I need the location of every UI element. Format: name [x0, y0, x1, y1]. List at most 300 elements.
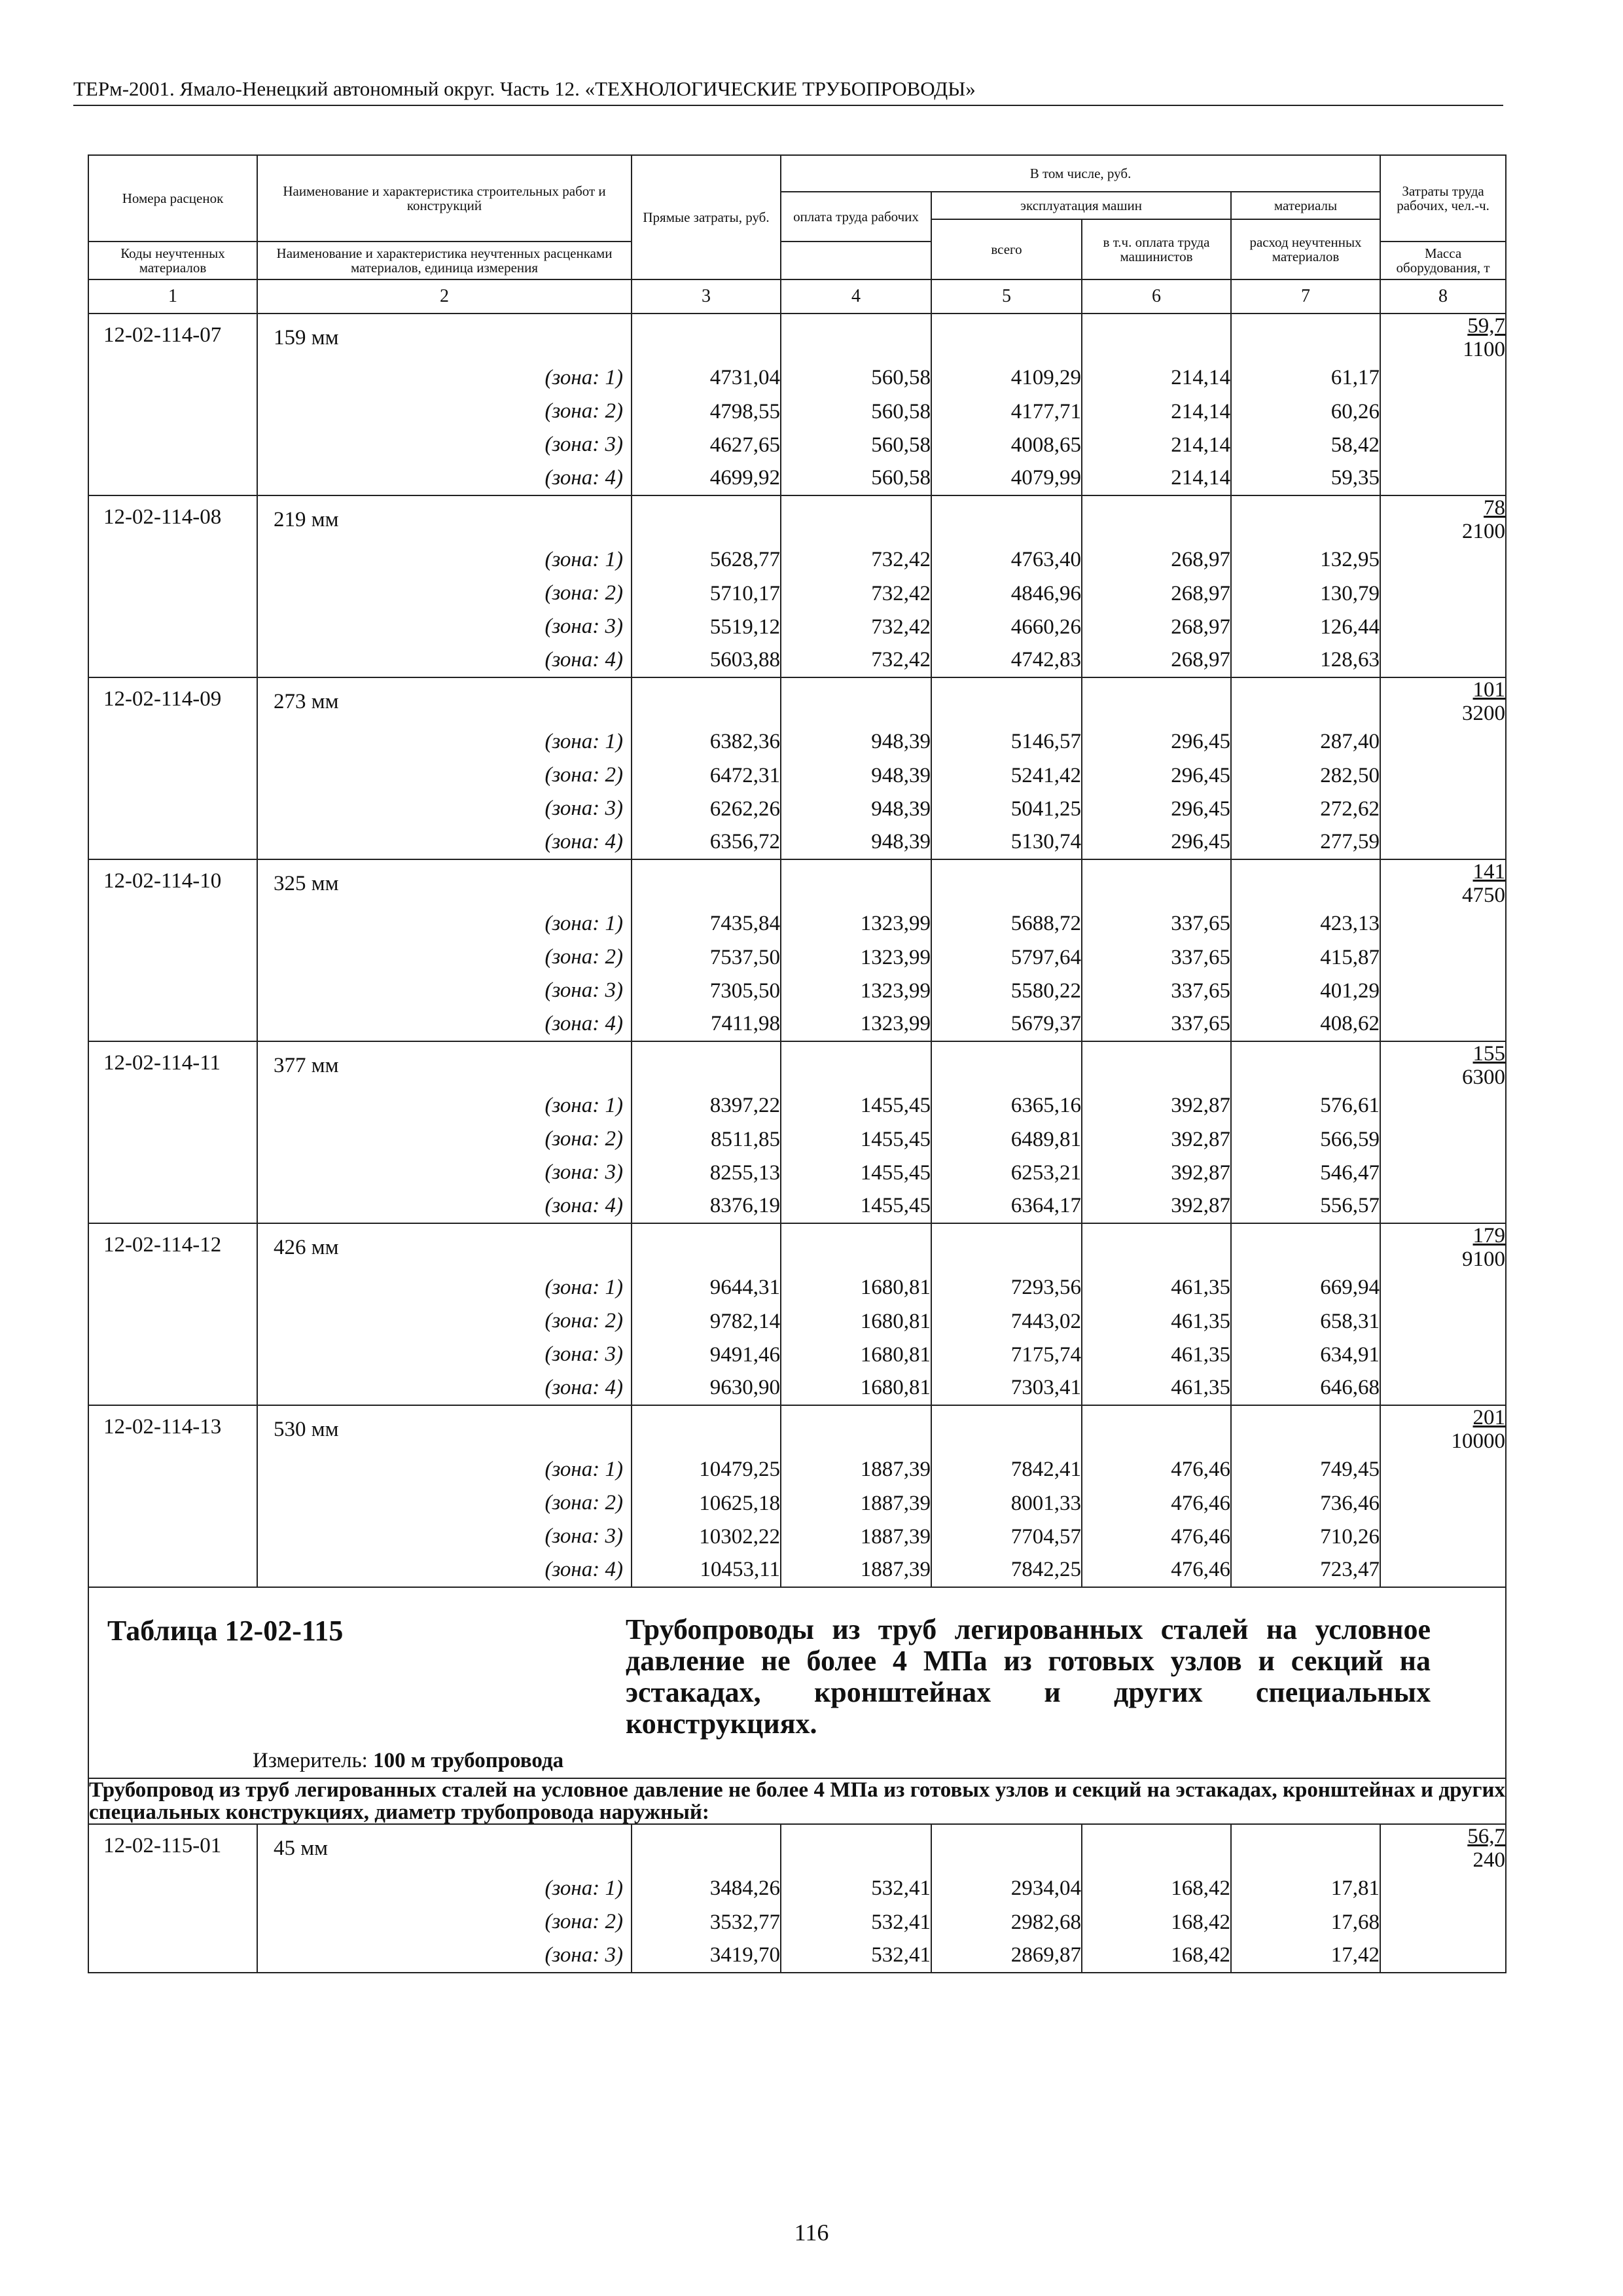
direct-cost: 5710,17: [632, 577, 781, 610]
zone-label: (зона: 2): [544, 581, 623, 605]
operator-pay: 392,87: [1082, 1157, 1231, 1190]
empty-cell: [931, 314, 1082, 361]
empty-cell: [632, 495, 781, 543]
rate-code: 12-02-114-13: [88, 1405, 257, 1587]
empty-cell: [632, 1223, 781, 1271]
direct-cost: 8376,19: [632, 1190, 781, 1223]
operator-pay: 392,87: [1082, 1122, 1231, 1156]
materials-cost: 566,59: [1231, 1122, 1380, 1156]
machine-cost: 4742,83: [931, 644, 1082, 677]
materials-cost: 546,47: [1231, 1157, 1380, 1190]
column-number: 1: [88, 279, 257, 314]
direct-cost: 9782,14: [632, 1304, 781, 1338]
zone-label: (зона: 2): [544, 1491, 623, 1515]
column-number: 8: [1380, 279, 1506, 314]
empty-cell: [1231, 859, 1380, 907]
header-col2-bottom: Наименование и характеристика неучтенных расценками материалов, единица измерения: [257, 242, 632, 279]
rate-name-cell: [257, 495, 632, 677]
machine-cost: 5797,64: [931, 941, 1082, 974]
worker-pay: 1680,81: [781, 1271, 931, 1304]
materials-cost: 272,62: [1231, 793, 1380, 826]
empty-cell: [1231, 1824, 1380, 1872]
machine-cost: 7175,74: [931, 1338, 1082, 1372]
direct-cost: 3484,26: [632, 1872, 781, 1905]
operator-pay: 392,87: [1082, 1190, 1231, 1223]
labor-cost: 101: [1472, 678, 1506, 702]
rate-name-cell: [257, 1405, 632, 1587]
machine-cost: 7443,02: [931, 1304, 1082, 1338]
pipe-size: 377 мм: [274, 1054, 339, 1077]
pipe-size: 219 мм: [274, 508, 339, 531]
materials-cost: 749,45: [1231, 1453, 1380, 1486]
rates-table: [88, 154, 1507, 1973]
zone-label: (зона: 4): [544, 1194, 623, 1217]
direct-cost: 7305,50: [632, 975, 781, 1008]
empty-cell: [781, 859, 931, 907]
column-number: 6: [1082, 279, 1231, 314]
materials-cost: 723,47: [1231, 1554, 1380, 1587]
worker-pay: 532,41: [781, 1906, 931, 1939]
materials-cost: 408,62: [1231, 1008, 1380, 1041]
labor-cost: 56,7: [1467, 1825, 1506, 1848]
direct-cost: 8255,13: [632, 1157, 781, 1190]
machine-cost: 2934,04: [931, 1872, 1082, 1905]
direct-cost: 9644,31: [632, 1271, 781, 1304]
zone-label: (зона: 3): [544, 797, 623, 820]
machine-cost: 4763,40: [931, 543, 1082, 577]
rate-code: 12-02-114-10: [88, 859, 257, 1041]
pipe-size: 273 мм: [274, 690, 339, 713]
empty-cell: [632, 314, 781, 361]
header-col8-bottom: Масса оборудования, т: [1380, 242, 1506, 279]
rate-row: [88, 495, 1506, 543]
worker-pay: 948,39: [781, 725, 931, 759]
operator-pay: 476,46: [1082, 1554, 1231, 1587]
direct-cost: 5519,12: [632, 611, 781, 644]
materials-cost: 60,26: [1231, 395, 1380, 428]
zone-label: (зона: 1): [544, 1458, 623, 1481]
rates-body-115: [88, 1824, 1506, 1973]
machine-cost: 4109,29: [931, 361, 1082, 395]
materials-cost: 669,94: [1231, 1271, 1380, 1304]
empty-cell: [931, 495, 1082, 543]
labor-cost: 201: [1472, 1406, 1506, 1429]
materials-cost: 130,79: [1231, 577, 1380, 610]
worker-pay: 732,42: [781, 644, 931, 677]
rate-name-cell: [257, 1824, 632, 1973]
empty-cell: [781, 314, 931, 361]
zone-label: (зона: 3): [544, 615, 623, 638]
table-12-02-115-section: [88, 1587, 1506, 1824]
machine-cost: 6364,17: [931, 1190, 1082, 1223]
header-col3: Прямые затраты, руб.: [632, 155, 781, 279]
empty-cell: [1082, 859, 1231, 907]
zone-label: (зона: 3): [544, 1524, 623, 1548]
zone-label: (зона: 4): [544, 466, 623, 490]
empty-cell: [931, 1824, 1082, 1872]
column-number: 4: [781, 279, 931, 314]
page-header: ТЕРм-2001. Ямало-Ненецкий автономный округ. Часть 12. «ТЕХНОЛОГИЧЕСКИЕ ТРУБОПРОВОДЫ»: [73, 77, 1503, 106]
direct-cost: 6262,26: [632, 793, 781, 826]
operator-pay: 392,87: [1082, 1089, 1231, 1122]
zone-label: (зона: 2): [544, 1309, 623, 1333]
operator-pay: 168,42: [1082, 1906, 1231, 1939]
worker-pay: 1323,99: [781, 941, 931, 974]
zone-label: (зона: 4): [544, 1012, 623, 1035]
worker-pay: 1455,45: [781, 1157, 931, 1190]
header-col4-bottom: [781, 242, 931, 279]
operator-pay: 296,45: [1082, 759, 1231, 792]
materials-cost: 287,40: [1231, 725, 1380, 759]
labor-mass-cell: [1380, 1223, 1506, 1405]
empty-cell: [931, 1223, 1082, 1271]
header-materials: материалы: [1231, 192, 1380, 219]
operator-pay: 461,35: [1082, 1304, 1231, 1338]
table-caption: Трубопроводы из труб легированных сталей на условное давление не более 4 МПа из готовых узлов и секций на эстакадах, кронштейнах и других специальных конструкциях.: [626, 1613, 1431, 1740]
zone-label: (зона: 1): [544, 730, 623, 753]
materials-cost: 576,61: [1231, 1089, 1380, 1122]
materials-cost: 277,59: [1231, 826, 1380, 859]
header-col7: расход неучтенных материалов: [1231, 219, 1380, 279]
worker-pay: 1323,99: [781, 1008, 931, 1041]
operator-pay: 337,65: [1082, 975, 1231, 1008]
equipment-mass: 240: [1472, 1848, 1506, 1872]
empty-cell: [781, 495, 931, 543]
operator-pay: 476,46: [1082, 1520, 1231, 1554]
operator-pay: 268,97: [1082, 577, 1231, 610]
machine-cost: 6253,21: [931, 1157, 1082, 1190]
empty-cell: [632, 677, 781, 725]
operator-pay: 268,97: [1082, 543, 1231, 577]
column-number: 2: [257, 279, 632, 314]
labor-mass-cell: [1380, 677, 1506, 859]
operator-pay: 214,14: [1082, 462, 1231, 495]
worker-pay: 732,42: [781, 611, 931, 644]
materials-cost: 710,26: [1231, 1520, 1380, 1554]
header-col8-top: Затраты труда рабочих, чел.-ч.: [1380, 155, 1506, 242]
machine-cost: 6365,16: [931, 1089, 1082, 1122]
zone-label: (зона: 1): [544, 366, 623, 389]
empty-cell: [1231, 495, 1380, 543]
machine-cost: 7293,56: [931, 1271, 1082, 1304]
operator-pay: 296,45: [1082, 826, 1231, 859]
header-col5: всего: [931, 219, 1082, 279]
machine-cost: 5041,25: [931, 793, 1082, 826]
machine-cost: 8001,33: [931, 1486, 1082, 1520]
empty-cell: [781, 1824, 931, 1872]
materials-cost: 128,63: [1231, 644, 1380, 677]
equipment-mass: 1100: [1463, 338, 1506, 361]
zone-label: (зона: 2): [544, 1127, 623, 1151]
labor-mass-cell: [1380, 1405, 1506, 1587]
rate-code: 12-02-114-07: [88, 314, 257, 495]
empty-cell: [632, 1824, 781, 1872]
worker-pay: 1887,39: [781, 1520, 931, 1554]
rate-row: [88, 1405, 1506, 1453]
zone-label: (зона: 3): [544, 1342, 623, 1366]
machine-cost: 7842,41: [931, 1453, 1082, 1486]
labor-cost: 179: [1472, 1224, 1506, 1247]
work-description: Трубопровод из труб легированных сталей на условное давление не более 4 МПа из готовых узлов и секций на эстакадах, кронштейнах и других специальных конструкциях, диаметр трубопровода наружный:: [89, 1778, 1506, 1824]
zone-label: (зона: 4): [544, 830, 623, 853]
rate-code: 12-02-114-09: [88, 677, 257, 859]
operator-pay: 337,65: [1082, 941, 1231, 974]
rate-code: 12-02-114-08: [88, 495, 257, 677]
zone-label: (зона: 3): [544, 1943, 623, 1967]
measure-unit: [253, 1749, 563, 1773]
machine-cost: 4846,96: [931, 577, 1082, 610]
header-col1-top: Номера расценок: [88, 155, 257, 242]
operator-pay: 214,14: [1082, 429, 1231, 462]
pipe-size: 159 мм: [274, 326, 339, 350]
rate-row: [88, 677, 1506, 725]
zone-label: (зона: 4): [544, 1558, 623, 1581]
zone-label: (зона: 3): [544, 978, 623, 1002]
direct-cost: 6382,36: [632, 725, 781, 759]
materials-cost: 126,44: [1231, 611, 1380, 644]
zone-label: (зона: 2): [544, 945, 623, 969]
zone-label: (зона: 1): [544, 548, 623, 571]
machine-cost: 7303,41: [931, 1372, 1082, 1405]
rate-row: [88, 859, 1506, 907]
column-number: 3: [632, 279, 781, 314]
direct-cost: 6472,31: [632, 759, 781, 792]
materials-cost: 736,46: [1231, 1486, 1380, 1520]
worker-pay: 1887,39: [781, 1453, 931, 1486]
measure-label: Измеритель:: [253, 1749, 368, 1772]
worker-pay: 1455,45: [781, 1089, 931, 1122]
worker-pay: 1887,39: [781, 1554, 931, 1587]
operator-pay: 214,14: [1082, 395, 1231, 428]
materials-cost: 59,35: [1231, 462, 1380, 495]
operator-pay: 337,65: [1082, 907, 1231, 941]
zone-label: (зона: 4): [544, 648, 623, 672]
zone-label: (зона: 2): [544, 763, 623, 787]
column-numbers-row: [88, 279, 1506, 314]
direct-cost: 9630,90: [632, 1372, 781, 1405]
operator-pay: 268,97: [1082, 611, 1231, 644]
rates-table-container: [88, 154, 1505, 1973]
operator-pay: 296,45: [1082, 793, 1231, 826]
rate-code: 12-02-114-12: [88, 1223, 257, 1405]
materials-cost: 282,50: [1231, 759, 1380, 792]
pipe-size: 426 мм: [274, 1236, 339, 1259]
header-col1-bottom: Коды неучтенных материалов: [88, 242, 257, 279]
zone-label: (зона: 1): [544, 1876, 623, 1900]
machine-cost: 5688,72: [931, 907, 1082, 941]
rate-row: [88, 1824, 1506, 1872]
rate-code: 12-02-114-11: [88, 1041, 257, 1223]
equipment-mass: 2100: [1462, 520, 1506, 543]
machine-cost: 7842,25: [931, 1554, 1082, 1587]
direct-cost: 7411,98: [632, 1008, 781, 1041]
worker-pay: 560,58: [781, 395, 931, 428]
materials-cost: 658,31: [1231, 1304, 1380, 1338]
materials-cost: 17,81: [1231, 1872, 1380, 1905]
machine-cost: 2982,68: [931, 1906, 1082, 1939]
equipment-mass: 9100: [1462, 1247, 1506, 1271]
operator-pay: 214,14: [1082, 361, 1231, 395]
header-group: В том числе, руб.: [781, 155, 1380, 192]
direct-cost: 4798,55: [632, 395, 781, 428]
rate-row: [88, 1041, 1506, 1089]
machine-cost: 5679,37: [931, 1008, 1082, 1041]
empty-cell: [632, 1041, 781, 1089]
materials-cost: 634,91: [1231, 1338, 1380, 1372]
operator-pay: 268,97: [1082, 644, 1231, 677]
materials-cost: 401,29: [1231, 975, 1380, 1008]
machine-cost: 4177,71: [931, 395, 1082, 428]
zone-label: (зона: 1): [544, 1276, 623, 1299]
empty-cell: [1082, 677, 1231, 725]
worker-pay: 948,39: [781, 759, 931, 792]
empty-cell: [931, 1405, 1082, 1453]
labor-cost: 141: [1472, 860, 1506, 884]
direct-cost: 10625,18: [632, 1486, 781, 1520]
direct-cost: 4627,65: [632, 429, 781, 462]
empty-cell: [1231, 314, 1380, 361]
direct-cost: 4731,04: [632, 361, 781, 395]
empty-cell: [1082, 1041, 1231, 1089]
operator-pay: 168,42: [1082, 1939, 1231, 1973]
direct-cost: 9491,46: [632, 1338, 781, 1372]
empty-cell: [1082, 314, 1231, 361]
materials-cost: 415,87: [1231, 941, 1380, 974]
worker-pay: 560,58: [781, 361, 931, 395]
machine-cost: 4660,26: [931, 611, 1082, 644]
empty-cell: [1082, 1223, 1231, 1271]
empty-cell: [931, 859, 1082, 907]
worker-pay: 948,39: [781, 793, 931, 826]
machine-cost: 5130,74: [931, 826, 1082, 859]
page-number: 116: [794, 2219, 829, 2246]
labor-cost: 59,7: [1467, 314, 1506, 338]
direct-cost: 3419,70: [632, 1939, 781, 1973]
operator-pay: 337,65: [1082, 1008, 1231, 1041]
worker-pay: 532,41: [781, 1872, 931, 1905]
operator-pay: 476,46: [1082, 1453, 1231, 1486]
materials-cost: 646,68: [1231, 1372, 1380, 1405]
header-col4: оплата труда рабочих: [781, 192, 931, 242]
rate-row: [88, 1223, 1506, 1271]
empty-cell: [1231, 1223, 1380, 1271]
direct-cost: 3532,77: [632, 1906, 781, 1939]
empty-cell: [781, 1405, 931, 1453]
empty-cell: [632, 859, 781, 907]
worker-pay: 532,41: [781, 1939, 931, 1973]
direct-cost: 10302,22: [632, 1520, 781, 1554]
header-col2-top: Наименование и характеристика строительных работ и конструкций: [257, 155, 632, 242]
worker-pay: 732,42: [781, 543, 931, 577]
worker-pay: 1887,39: [781, 1486, 931, 1520]
machine-cost: 4008,65: [931, 429, 1082, 462]
direct-cost: 7537,50: [632, 941, 781, 974]
worker-pay: 732,42: [781, 577, 931, 610]
direct-cost: 5603,88: [632, 644, 781, 677]
worker-pay: 948,39: [781, 826, 931, 859]
machine-cost: 6489,81: [931, 1122, 1082, 1156]
materials-cost: 556,57: [1231, 1190, 1380, 1223]
empty-cell: [781, 1223, 931, 1271]
zone-label: (зона: 3): [544, 433, 623, 456]
zone-label: (зона: 2): [544, 1910, 623, 1933]
materials-cost: 17,68: [1231, 1906, 1380, 1939]
worker-pay: 1323,99: [781, 975, 931, 1008]
machine-cost: 7704,57: [931, 1520, 1082, 1554]
empty-cell: [781, 1041, 931, 1089]
measure-value: 100 м трубопровода: [373, 1749, 564, 1772]
rate-code: 12-02-115-01: [88, 1824, 257, 1973]
labor-cost: 78: [1484, 496, 1506, 520]
empty-cell: [1082, 1405, 1231, 1453]
rate-name-cell: [257, 677, 632, 859]
worker-pay: 560,58: [781, 462, 931, 495]
rate-name-cell: [257, 314, 632, 495]
zone-label: (зона: 1): [544, 1094, 623, 1117]
worker-pay: 560,58: [781, 429, 931, 462]
machine-cost: 2869,87: [931, 1939, 1082, 1973]
pipe-size: 325 мм: [274, 872, 339, 895]
header-col6: в т.ч. оплата труда машинистов: [1082, 219, 1231, 279]
machine-cost: 5146,57: [931, 725, 1082, 759]
operator-pay: 461,35: [1082, 1338, 1231, 1372]
empty-cell: [1231, 1405, 1380, 1453]
equipment-mass: 4750: [1462, 884, 1506, 907]
empty-cell: [931, 1041, 1082, 1089]
pipe-size: 45 мм: [274, 1837, 329, 1860]
column-number: 5: [931, 279, 1082, 314]
materials-cost: 17,42: [1231, 1939, 1380, 1973]
empty-cell: [1231, 1041, 1380, 1089]
equipment-mass: 6300: [1462, 1066, 1506, 1089]
operator-pay: 461,35: [1082, 1271, 1231, 1304]
rates-body-114: [88, 314, 1506, 1587]
direct-cost: 7435,84: [632, 907, 781, 941]
machine-cost: 4079,99: [931, 462, 1082, 495]
worker-pay: 1680,81: [781, 1304, 931, 1338]
worker-pay: 1455,45: [781, 1190, 931, 1223]
operator-pay: 296,45: [1082, 725, 1231, 759]
zone-label: (зона: 3): [544, 1160, 623, 1184]
pipe-size: 530 мм: [274, 1418, 339, 1441]
zone-label: (зона: 2): [544, 399, 623, 423]
labor-mass-cell: [1380, 859, 1506, 1041]
column-number: 7: [1231, 279, 1380, 314]
materials-cost: 58,42: [1231, 429, 1380, 462]
equipment-mass: 3200: [1462, 702, 1506, 725]
labor-mass-cell: [1380, 314, 1506, 495]
machine-cost: 5241,42: [931, 759, 1082, 792]
materials-cost: 132,95: [1231, 543, 1380, 577]
direct-cost: 10479,25: [632, 1453, 781, 1486]
direct-cost: 10453,11: [632, 1554, 781, 1587]
worker-pay: 1680,81: [781, 1372, 931, 1405]
labor-cost: 155: [1472, 1042, 1506, 1066]
empty-cell: [1082, 1824, 1231, 1872]
direct-cost: 8397,22: [632, 1089, 781, 1122]
materials-cost: 61,17: [1231, 361, 1380, 395]
zone-label: (зона: 4): [544, 1376, 623, 1399]
labor-mass-cell: [1380, 1041, 1506, 1223]
direct-cost: 6356,72: [632, 826, 781, 859]
zone-label: (зона: 1): [544, 912, 623, 935]
rate-row: [88, 314, 1506, 361]
operator-pay: 476,46: [1082, 1486, 1231, 1520]
rate-name-cell: [257, 1223, 632, 1405]
direct-cost: 5628,77: [632, 543, 781, 577]
table-header: [88, 155, 1506, 314]
worker-pay: 1455,45: [781, 1122, 931, 1156]
